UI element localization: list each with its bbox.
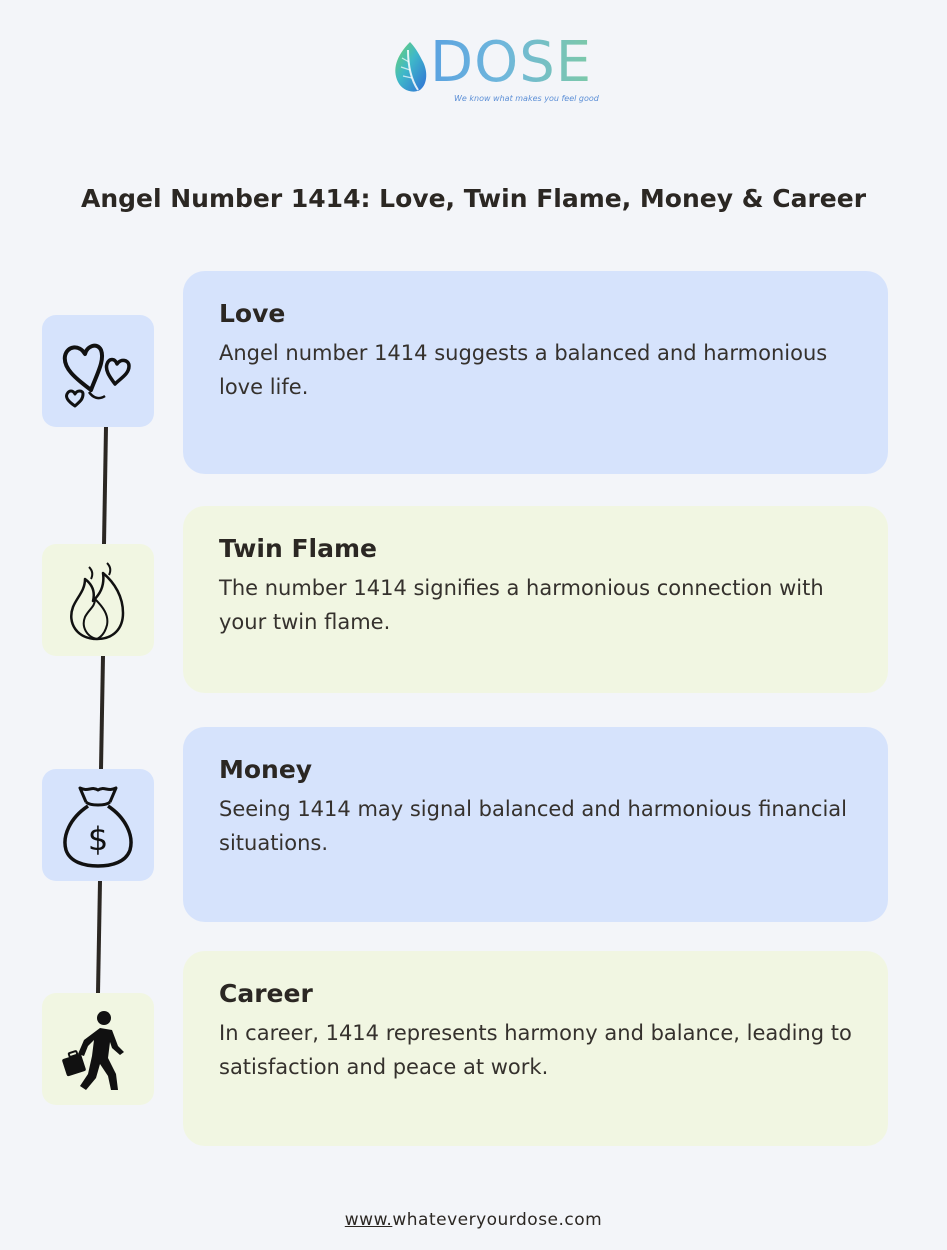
money-card <box>183 727 888 922</box>
money-heading: Money <box>219 755 313 784</box>
page-title: Angel Number 1414: Love, Twin Flame, Money & Career <box>80 184 867 213</box>
footer-domain: whateveryourdose.com <box>392 1210 603 1230</box>
leaf-icon <box>390 40 430 96</box>
love-card <box>183 271 888 474</box>
footer-website[interactable] <box>0 1210 947 1230</box>
twin-flame-card <box>183 506 888 693</box>
love-icon-box <box>42 315 154 427</box>
hearts-icon <box>53 326 143 416</box>
money-text: Seeing 1414 may signal balanced and harmonious financial situations. <box>219 797 847 855</box>
footer-prefix: www. <box>344 1210 393 1230</box>
career-card <box>183 951 888 1146</box>
career-icon-box <box>42 993 154 1105</box>
career-heading: Career <box>219 979 313 1008</box>
twin-flame-heading: Twin Flame <box>219 534 377 563</box>
love-text: Angel number 1414 suggests a balanced and harmonious love life. <box>219 341 828 399</box>
money-bag-icon <box>56 780 140 870</box>
flame-icon <box>63 555 133 645</box>
twin-flame-text: The number 1414 signifies a harmonious connection with your twin flame. <box>219 576 824 634</box>
twin-flame-icon-box <box>42 544 154 656</box>
svg-text:$: $ <box>87 820 109 858</box>
brand-logo <box>388 30 610 108</box>
brand-tagline: We know what makes you feel good <box>454 94 599 103</box>
money-icon-box <box>42 769 154 881</box>
walking-businessman-icon <box>58 1004 138 1094</box>
love-heading: Love <box>219 299 286 328</box>
brand-name: DOSE <box>430 30 593 95</box>
career-text: In career, 1414 represents harmony and balance, leading to satisfaction and peace at work. <box>219 1021 852 1079</box>
